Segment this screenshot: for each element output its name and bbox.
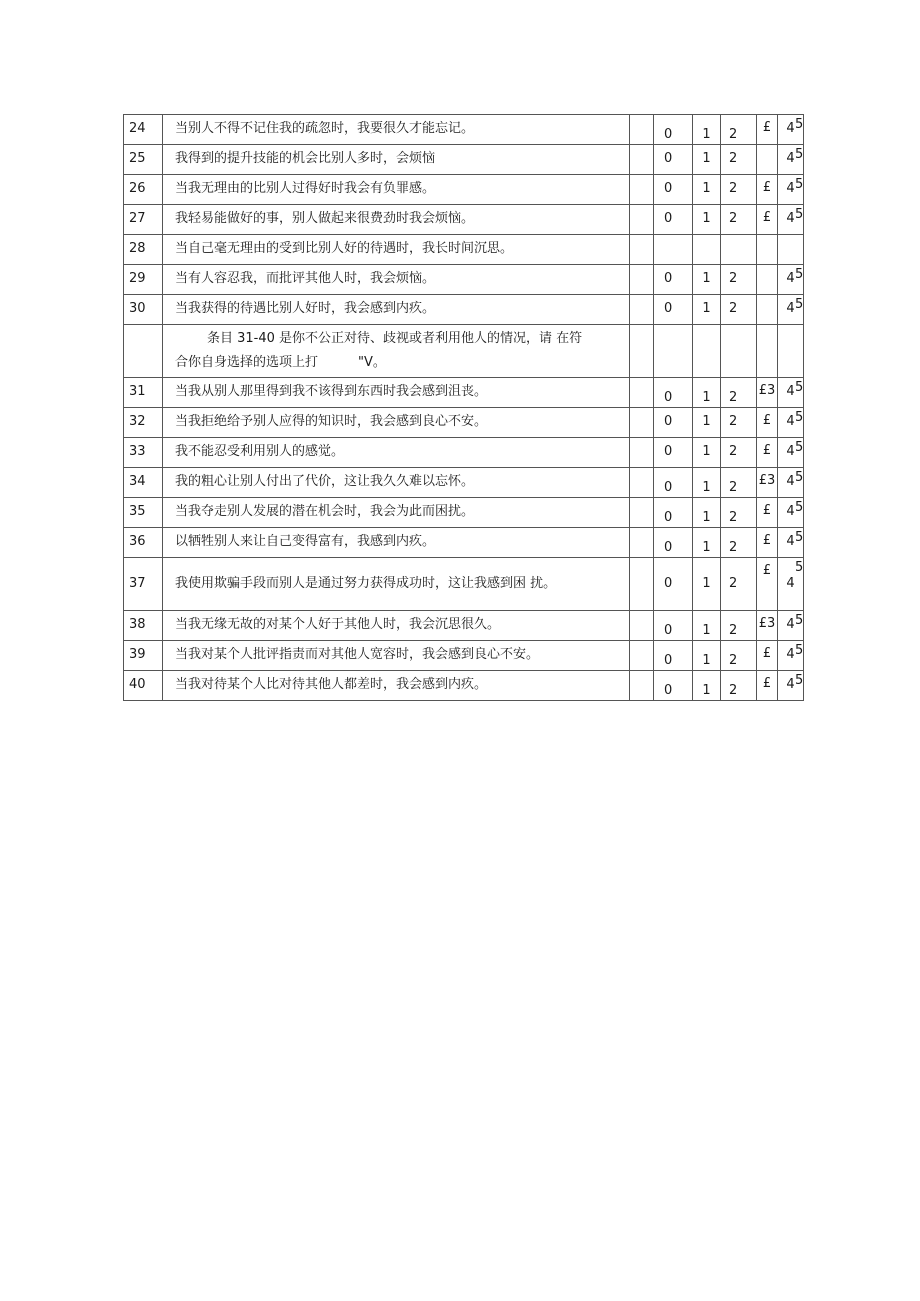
option-4: 4 [778, 145, 804, 175]
blank-cell [630, 558, 654, 611]
option-4: 4 [778, 408, 804, 438]
question-number: 31 [124, 378, 163, 408]
question-text: 我使用欺骗手段而别人是通过努力获得成功时，这让我感到困 扰。 [163, 558, 630, 611]
option-0: 0 [654, 468, 693, 498]
question-text: 我的粗心让别人付出了代价，这让我久久难以忘怀。 [163, 468, 630, 498]
option-2: 2 [721, 468, 757, 498]
option-5: 5 [795, 176, 804, 192]
question-row [124, 295, 804, 325]
option-5: 5 [795, 559, 804, 575]
option-5: 5 [795, 642, 804, 658]
question-text: 我不能忍受利用别人的感觉。 [163, 438, 630, 468]
blank-cell [630, 265, 654, 295]
option-2: 2 [721, 378, 757, 408]
instruction-text [163, 325, 630, 378]
question-number: 25 [124, 145, 163, 175]
score-5-column [795, 0, 815, 1301]
option-2: 2 [721, 145, 757, 175]
option-2: 2 [721, 175, 757, 205]
option-1: 1 [693, 408, 721, 438]
option-1: 1 [693, 295, 721, 325]
question-text: 当我夺走别人发展的潜在机会时，我会为此而困扰。 [163, 498, 630, 528]
blank-cell [630, 145, 654, 175]
question-number: 34 [124, 468, 163, 498]
question-number: 35 [124, 498, 163, 528]
blank-cell [630, 611, 654, 641]
option-0: 0 [654, 558, 693, 611]
option-5: 5 [795, 439, 804, 455]
option-2: 2 [721, 295, 757, 325]
option-5: 5 [795, 266, 804, 282]
option-1: 1 [693, 498, 721, 528]
question-row [124, 528, 804, 558]
option-4: 4 [778, 558, 804, 611]
option-3: £ [757, 528, 778, 558]
question-number: 40 [124, 671, 163, 701]
option-3 [757, 265, 778, 295]
option-2: 2 [721, 498, 757, 528]
blank-cell [630, 205, 654, 235]
option-5: 5 [795, 409, 804, 425]
option-5: 5 [795, 469, 804, 485]
option-2: 2 [721, 671, 757, 701]
question-text: 我得到的提升技能的机会比别人多时，会烦恼 [163, 145, 630, 175]
instruction-line-1: 条目 31-40 是你不公正对待、歧视或者利用他人的情况，请 在符 [207, 331, 583, 346]
question-text: 当我获得的待遇比别人好时，我会感到内疚。 [163, 295, 630, 325]
option-0: 0 [654, 175, 693, 205]
question-row [124, 468, 804, 498]
option-4: 4 [778, 378, 804, 408]
question-text: 当自己毫无理由的受到比别人好的待遇时，我长时间沉思。 [163, 235, 630, 265]
option-0: 0 [654, 378, 693, 408]
question-number: 36 [124, 528, 163, 558]
question-text: 当别人不得不记住我的疏忽时，我要很久才能忘记。 [163, 115, 630, 145]
option-2: 2 [721, 408, 757, 438]
question-number: 39 [124, 641, 163, 671]
option-2: 2 [721, 641, 757, 671]
option-3: £ [757, 641, 778, 671]
option-5: 5 [795, 529, 804, 545]
option-0: 0 [654, 611, 693, 641]
option-2: 2 [721, 611, 757, 641]
question-row [124, 265, 804, 295]
option-0: 0 [654, 528, 693, 558]
blank-cell [630, 115, 654, 145]
option-3: £ [757, 671, 778, 701]
question-text: 当我无理由的比别人过得好时我会有负罪感。 [163, 175, 630, 205]
blank-cell [630, 235, 654, 265]
question-row [124, 115, 804, 145]
option-5: 5 [795, 499, 804, 515]
question-row [124, 438, 804, 468]
option-5: 5 [795, 146, 804, 162]
option-1: 1 [693, 671, 721, 701]
option-3 [757, 235, 778, 265]
question-number: 38 [124, 611, 163, 641]
option-5: 5 [795, 612, 804, 628]
option-0: 0 [654, 438, 693, 468]
option-0: 0 [654, 498, 693, 528]
blank-cell [630, 641, 654, 671]
option-3: £3 [757, 611, 778, 641]
question-number: 33 [124, 438, 163, 468]
option-2: 2 [721, 205, 757, 235]
option-3: £ [757, 175, 778, 205]
blank-cell [630, 378, 654, 408]
questionnaire-table [123, 114, 804, 701]
blank-cell [630, 175, 654, 205]
option-0: 0 [654, 145, 693, 175]
option-1: 1 [693, 145, 721, 175]
option-4: 4 [778, 295, 804, 325]
option-3: £3 [757, 468, 778, 498]
question-row [124, 145, 804, 175]
question-text: 当我无缘无故的对某个人好于其他人时，我会沉思很久。 [163, 611, 630, 641]
option-5: 5 [795, 206, 804, 222]
question-number: 27 [124, 205, 163, 235]
option-1: 1 [693, 438, 721, 468]
option-2: 2 [721, 528, 757, 558]
option-3: £3 [757, 378, 778, 408]
blank-cell [630, 295, 654, 325]
question-number: 26 [124, 175, 163, 205]
question-number: 29 [124, 265, 163, 295]
option-0: 0 [654, 115, 693, 145]
option-5: 5 [795, 116, 804, 132]
option-3: £ [757, 115, 778, 145]
option-0: 0 [654, 205, 693, 235]
question-row [124, 378, 804, 408]
question-row [124, 408, 804, 438]
question-number: 28 [124, 235, 163, 265]
option-1: 1 [693, 611, 721, 641]
question-number: 24 [124, 115, 163, 145]
option-5: 5 [795, 379, 804, 395]
option-1: 1 [693, 205, 721, 235]
option-1: 1 [693, 265, 721, 295]
option-0: 0 [654, 265, 693, 295]
option-4: 4 [778, 498, 804, 528]
question-row [124, 235, 804, 265]
option-0 [654, 235, 693, 265]
instruction-num-cell [124, 325, 163, 378]
option-1: 1 [693, 641, 721, 671]
blank-cell [630, 671, 654, 701]
option-4: 4 [778, 468, 804, 498]
option-4: 4 [778, 641, 804, 671]
option-4: 4 [778, 115, 804, 145]
question-row [124, 671, 804, 701]
question-text: 当我拒绝给予别人应得的知识时，我会感到良心不安。 [163, 408, 630, 438]
option-2 [721, 235, 757, 265]
question-row [124, 641, 804, 671]
option-5: 5 [795, 672, 804, 688]
blank-cell [630, 438, 654, 468]
option-3: £ [757, 558, 778, 611]
question-row [124, 558, 804, 611]
option-3 [757, 295, 778, 325]
question-text: 当有人容忍我，而批评其他人时，我会烦恼。 [163, 265, 630, 295]
option-1 [693, 235, 721, 265]
question-text: 当我对待某个人比对待其他人都差时，我会感到内疚。 [163, 671, 630, 701]
option-2: 2 [721, 115, 757, 145]
question-row [124, 175, 804, 205]
option-1: 1 [693, 558, 721, 611]
option-4: 4 [778, 528, 804, 558]
question-number: 37 [124, 558, 163, 611]
instruction-line-2-text: 合你自身选择的选项上打 [175, 355, 319, 370]
option-3: £ [757, 408, 778, 438]
option-0: 0 [654, 295, 693, 325]
option-1: 1 [693, 528, 721, 558]
question-text: 我轻易能做好的事，别人做起来很费劲时我会烦恼。 [163, 205, 630, 235]
option-3: £ [757, 438, 778, 468]
option-2: 2 [721, 438, 757, 468]
option-0: 0 [654, 671, 693, 701]
option-3 [757, 145, 778, 175]
option-1: 1 [693, 115, 721, 145]
option-4: 4 [778, 611, 804, 641]
option-3: £ [757, 205, 778, 235]
option-1: 1 [693, 175, 721, 205]
instruction-line-2 [175, 351, 619, 375]
option-4: 4 [778, 671, 804, 701]
check-mark-text: "V。 [358, 355, 386, 370]
instruction-row [124, 325, 804, 378]
question-text: 当我对某个人批评指责而对其他人宽容时，我会感到良心不安。 [163, 641, 630, 671]
question-row [124, 205, 804, 235]
option-2: 2 [721, 265, 757, 295]
question-text: 当我从别人那里得到我不该得到东西时我会感到沮丧。 [163, 378, 630, 408]
blank-cell [630, 498, 654, 528]
question-text: 以牺牲别人来让自己变得富有，我感到内疚。 [163, 528, 630, 558]
question-number: 32 [124, 408, 163, 438]
option-1: 1 [693, 378, 721, 408]
option-0: 0 [654, 641, 693, 671]
option-1: 1 [693, 468, 721, 498]
option-5: 5 [795, 296, 804, 312]
option-0: 0 [654, 408, 693, 438]
option-4: 4 [778, 438, 804, 468]
blank-cell [630, 468, 654, 498]
option-2: 2 [721, 558, 757, 611]
question-row [124, 611, 804, 641]
option-4: 4 [778, 205, 804, 235]
blank-cell [630, 408, 654, 438]
question-number: 30 [124, 295, 163, 325]
blank-cell [630, 528, 654, 558]
option-4: 4 [778, 175, 804, 205]
option-3: £ [757, 498, 778, 528]
option-4: 4 [778, 265, 804, 295]
question-row [124, 498, 804, 528]
